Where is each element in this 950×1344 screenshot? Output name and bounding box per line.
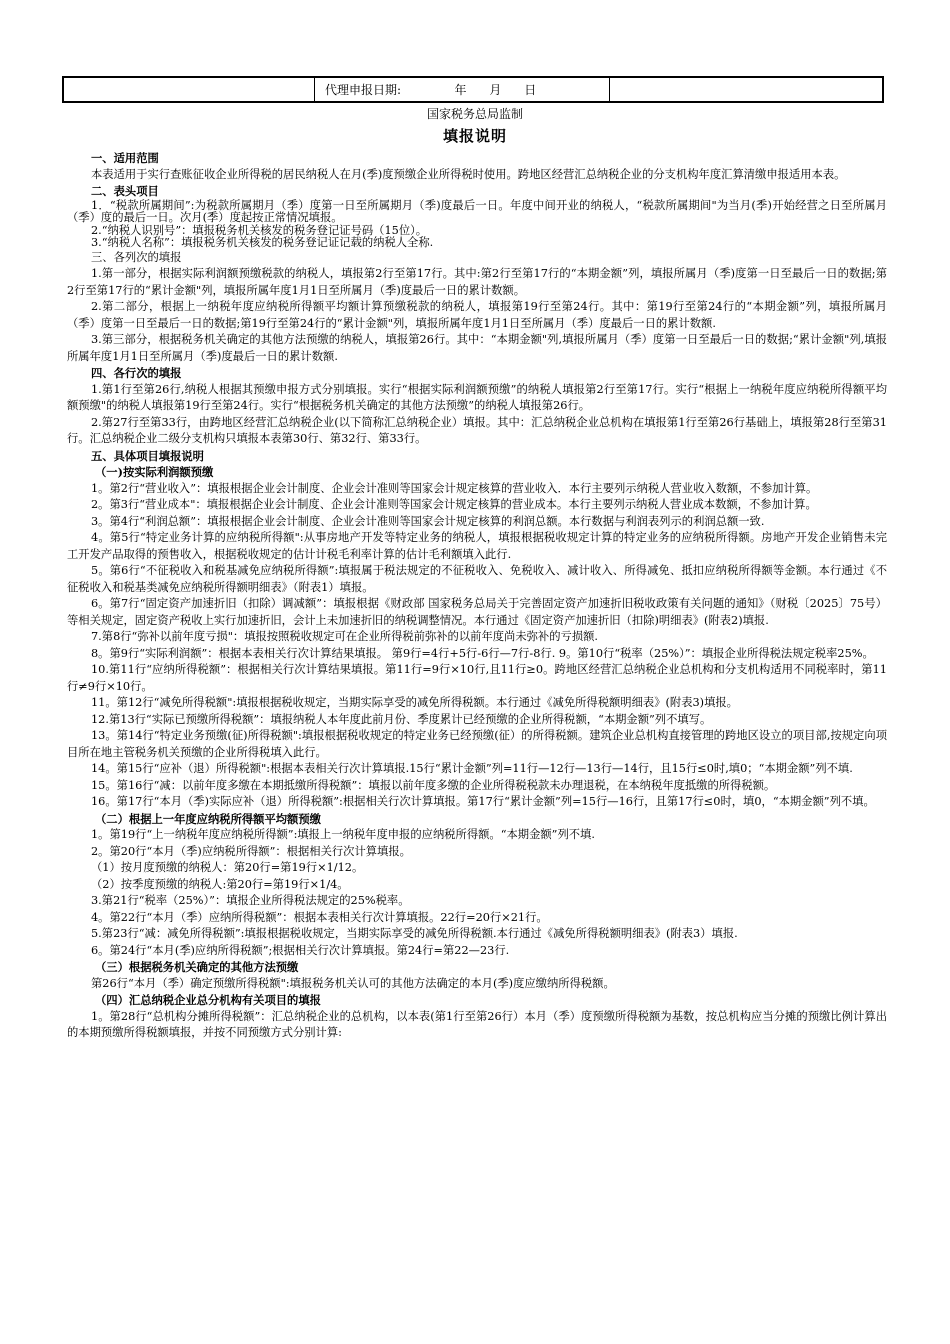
paragraph: 2。第20行“本月（季)应纳税所得额”：根据相关行次计算填报。 — [91, 844, 411, 858]
page-title: 填报说明 — [442, 127, 507, 145]
paragraph: 3。第4行“利润总额”：填报根据企业会计制度、企业会计准则等国家会计规定核算的利润总额。本行数据与利润表列示的利润总额一致. — [91, 514, 765, 528]
paragraph: 4。第5行“特定业务计算的应纳税所得额":从事房地产开发等特定业务的纳税人，填报根据税收规定计算的特定业务的应纳税所得额。房地产开发企业销售未完工开发产品取得的预售收入，根据税收规定的估计计税毛利率计算的估计毛利额填入此行. — [67, 531, 887, 561]
table-cell-left — [64, 78, 315, 101]
paragraph: 12.第13行“实际已预缴所得税额”：填报纳税人本年度此前月份、季度累计已经预缴的企业所得税额，“本期金额”列不填写。 — [91, 712, 712, 726]
paragraph: 15。第16行“减：以前年度多缴在本期抵缴所得税额”：填报以前年度多缴的企业所得税税款未办理退税，在本纳税年度抵缴的所得税额。 — [91, 778, 776, 792]
paragraph: 7.第8行“弥补以前年度亏损"：填报按照税收规定可在企业所得税前弥补的以前年度尚未弥补的亏损额. — [91, 630, 599, 643]
paragraph: 2。第3行“营业成本"：填报根据企业会计制度、企业会计准则等国家会计规定核算的营业成本。本行主要列示纳税人营业成本数额，不参加计算。 — [91, 498, 817, 511]
paragraph: 6。第24行“本月(季)应纳所得税额”;根据相关行次计算填报。第24行=第22—23行. — [91, 943, 510, 957]
paragraph: 本表适用于实行查账征收企业所得税的居民纳税人在月(季)度预缴企业所得税时使用。跨地区经营汇总纳税企业的分支机构年度汇算清缴申报适用本表。 — [91, 167, 846, 181]
paragraph: （1）按月度预缴的纳税人：第20行=第19行×1/12。 — [91, 861, 364, 874]
paragraph: 2.第二部分，根据上一纳税年度应纳税所得额平均额计算预缴税款的纳税人，填报第19行至第24行。其中：第19行至第24行的“本期金额”列，填报所属月（季）度第一日至最后一日的数据;第19行至第24行的“累计金额"列，填报所属年度1月1日至所属月（季）度最后一日的累计数额. — [67, 300, 887, 330]
paragraph: 5。第6行“不征税收入和税基减免应纳税所得额”:填报属于税法规定的不征税收入、免税收入、减计收入、所得减免、抵扣应纳税所得额等金额。本行通过《不征税收入和税基类减免应纳税所得额明细表》（附表1）填报。 — [67, 564, 887, 594]
instructions-body — [67, 150, 887, 1042]
section-heading: 四、各行次的填报 — [91, 366, 182, 380]
section-heading: 五、具体项目填报说明 — [91, 448, 204, 463]
paragraph: 1．“税款所属期间”:为税款所属期月（季）度第一日至所属期月（季)度最后一日。年度中间开业的纳税人，“税款所属期间"为当月(季)开始经营之日至所属月（季）度的最后一日。次月(季）度起按正常情况填报。 — [67, 198, 887, 224]
paragraph: 5.第23行“减：减免所得税额”:填报根据税收规定，当期实际享受的减免所得税额.本行通过《减免所得税额明细表》(附表3）填报. — [91, 927, 738, 940]
paragraph: 3.“纳税人名称”：填报税务机关核发的税务登记证记载的纳税人全称. — [91, 236, 434, 249]
subsection-heading: （一)按实际利润额预缴 — [95, 465, 214, 479]
paragraph: 1。第2行“营业收入”：填报根据企业会计制度、企业会计准则等国家会计规定核算的营业收入．本行主要列示纳税人营业收入数额，不参加计算。 — [91, 481, 818, 495]
paragraph: （2）按季度预缴的纳税人:第20行=第19行×1/4。 — [91, 877, 349, 891]
agent-date-table — [62, 76, 884, 103]
paragraph: 1。第19行“上一纳税年度应纳税所得额”:填报上一纳税年度申报的应纳税所得额。“本期金额”列不填. — [91, 828, 595, 841]
paragraph: 6。第7行“固定资产加速折旧（扣除）调减额”：填报根据《财政部 国家税务总局关于完善固定资产加速折旧税收政策有关问题的通知》（财税〔2025〕75号）等相关规定，固定资产税收上实行加速折旧，会计上未加速折旧的纳税调整情况。本行通过《固定资产加速折旧（扣除)明细表》(附表2)填报. — [67, 597, 887, 627]
section-heading: 二、表头项目 — [91, 184, 159, 198]
subsection-heading: （二）根据上一年度应纳税所得额平均额预缴 — [95, 811, 321, 826]
paragraph: 16。第17行“本月（季)实际应补（退）所得税额”:根据相关行次计算填报。第17行“累计金额”列=15行—16行，且第17行≤0时，填0，“本期金额”列不填。 — [91, 795, 875, 808]
paragraph: 3.第三部分，根据税务机关确定的其他方法预缴的纳税人，填报第26行。其中：“本期金额"列,填报所属月（季）度第一日至最后一日的数据;“累计金额"列,填报所属年度1月1日至所属月（季)度最后一日的累计数额. — [67, 333, 887, 363]
paragraph: 3.第21行“税率（25%）”：填报企业所得税法规定的25%税率。 — [91, 894, 410, 907]
paragraph: 2.“纳税人识别号”：填报税务机关核发的税务登记证号码（15位）。 — [91, 223, 428, 237]
paragraph: 第26行“本月（季）确定预缴所得税额":填报税务机关认可的其他方法确定的本月(季)度应缴纳所得税额。 — [91, 976, 615, 990]
paragraph: 10.第11行“应纳所得税额”：根据相关行次计算结果填报。第11行=9行×10行,且11行≥0。跨地区经营汇总纳税企业总机构和分支机构适用不同税率时，第11行≠9行×10行。 — [67, 663, 887, 693]
paragraph: 1。第28行“总机构分摊所得税额”：汇总纳税企业的总机构，以本表(第1行至第26行）本月（季）度预缴所得税额为基数，按总机构应当分摊的预缴比例计算出的本期预缴所得税额填报，并按不同预缴方式分别计算: — [67, 1009, 887, 1039]
paragraph: 8。第9行“实际利润额”：根据本表相关行次计算结果填报。 第9行=4行+5行-6行—7行-8行. 9。第10行“税率（25%）”：填报企业所得税法规定税率25%。 — [91, 646, 874, 660]
section-heading: 三、各列次的填报 — [91, 250, 182, 264]
paragraph: 4。第22行“本月（季）应纳所得税额”：根据本表相关行次计算填报。22行=20行×21行。 — [91, 910, 548, 924]
agent-date-label: 代理申报日期: 年 月 日 — [315, 78, 610, 101]
paragraph: 11。第12行“减免所得税额":填报根据税收规定，当期实际享受的减免所得税额。本行通过《减免所得税额明细表》(附表3)填报。 — [91, 696, 738, 709]
table-cell-right — [610, 78, 882, 101]
paragraph: 1.第1行至第26行,纳税人根据其预缴申报方式分别填报。实行“根据实际利润额预缴”的纳税人填报第2行至第17行。实行“根据上一纳税年度应纳税所得额平均额预缴"的纳税人填报第19行至第24行。实行“根据税务机关确定的其他方法预缴”的纳税人填报第26行。 — [67, 382, 887, 412]
subsection-heading: （三）根据税务机关确定的其他方法预缴 — [95, 960, 299, 974]
paragraph: 2.第27行至第33行，由跨地区经营汇总纳税企业(以下简称汇总纳税企业）填报。其中：汇总纳税企业总机构在填报第1行至第26行基础上，填报第28行至第31行。汇总纳税企业二级分支机构只填报本表第30行、第32行、第33行。 — [67, 415, 887, 445]
paragraph: 13。第14行“特定业务预缴(征)所得税额":填报根据税收规定的特定业务已经预缴(征）的所得税额。建筑企业总机构直接管理的跨地区设立的项目部,按规定向项目所在地主管税务机关预缴的企业所得税填入此行。 — [67, 729, 887, 759]
supervise-label: 国家税务总局监制 — [426, 107, 523, 121]
paragraph: 14。第15行“应补（退）所得税额":根据本表相关行次计算填报.15行“累计金额”列=11行—12行—13行—14行，且15行≤0时,填0；“本期金额”列不填. — [91, 762, 853, 775]
paragraph: 1.第一部分，根据实际利润额预缴税款的纳税人，填报第2行至第17行。其中:第2行至第17行的“本期金额”列，填报所属月（季)度第一日至最后一日的数据;第2行至第17行的“累计金额"列，填报所属年度1月1日至所属月（季)度最后一日的累计数额。 — [67, 267, 887, 297]
subsection-heading: （四）汇总纳税企业总分机构有关项目的填报 — [95, 993, 321, 1007]
section-heading: 一、适用范围 — [91, 151, 159, 165]
